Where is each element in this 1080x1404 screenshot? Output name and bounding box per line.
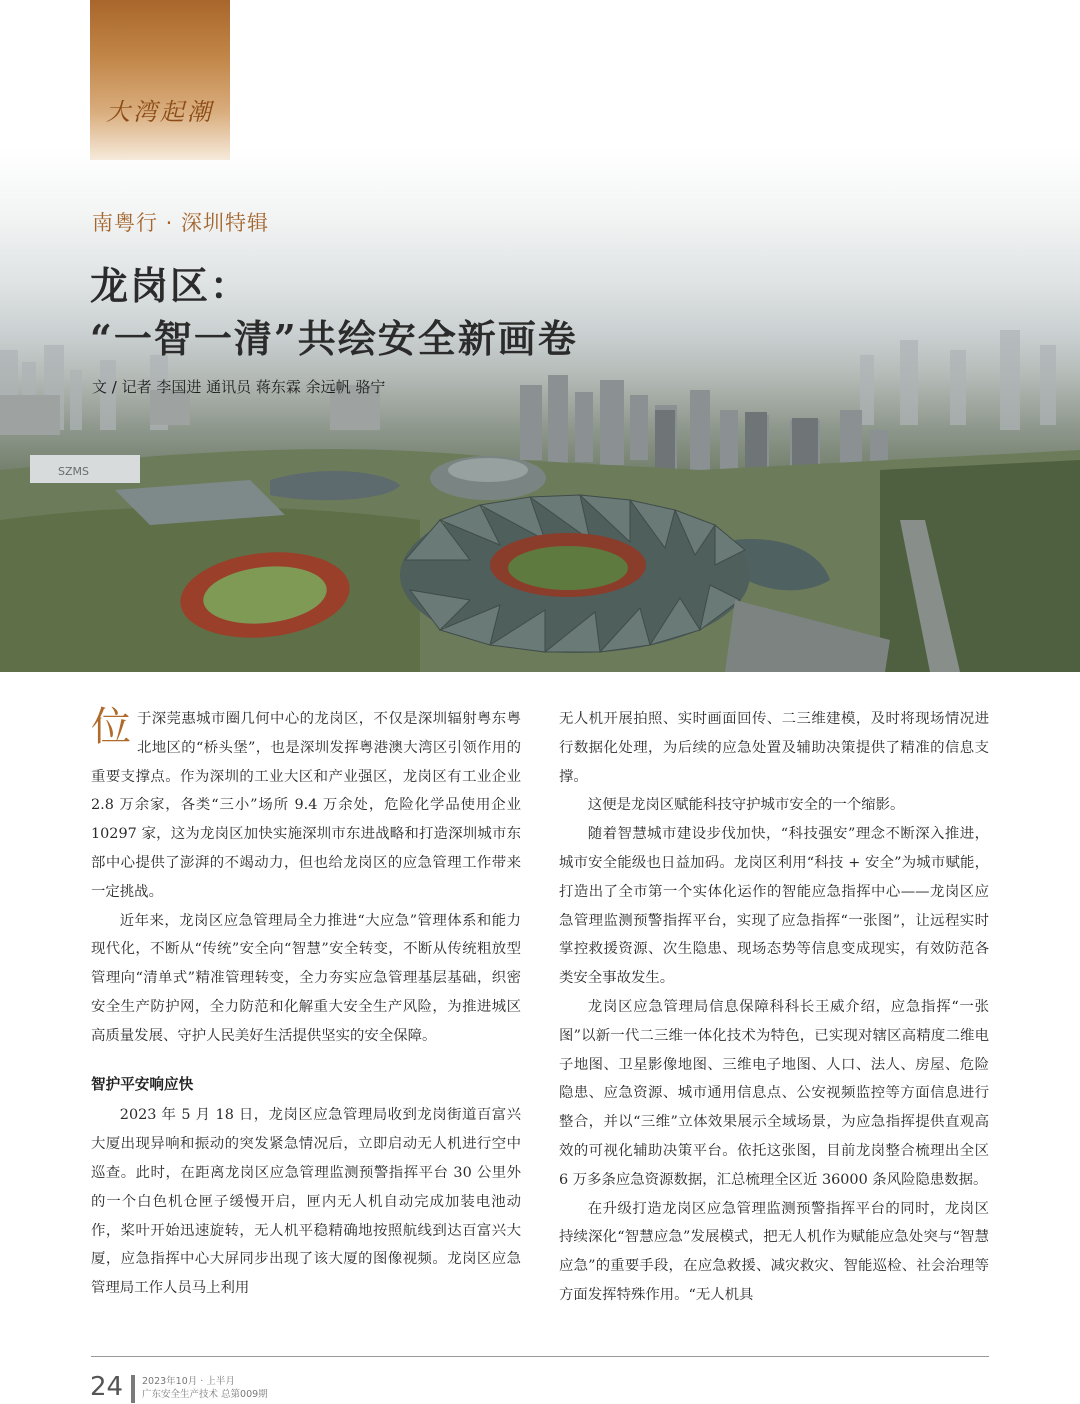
paragraph-2: 近年来，龙岗区应急管理局全力推进“大应急”管理体系和能力现代化，不断从“传统”安全向“智慧”安全转变，不断从传统粗放型管理向“清单式”精准管理转变，全力夯实应急管理基层基础，织密安全生产防护网，全力防范和化解重大安全生产风险，为推进城区高质量发展、守护人民美好生活提供坚实的安全保障。 [91, 912, 521, 1044]
right-column [559, 705, 989, 1310]
section-tab-label: 大湾起潮 [106, 98, 214, 126]
paragraph-r4: 龙岗区应急管理局信息保障科科长王威介绍，应急指挥“一张图”以新一代二三维一体化技术为特色，已实现对辖区高精度二维电子地图、卫星影像地图、三维电子地图、人口、法人、房屋、危险隐患、应急资源、城市通用信息点、公安视频监控等方面信息进行整合，并以“三维”立体效果展示全域场景，为应急指挥提供直观高效的可视化辅助决策平台。依托这张图，目前龙岗整合梳理出全区 6 万多条应急资源数据，汇总梳理全区近 36000 条风险隐患数据。 [559, 998, 989, 1188]
paragraph-3: 2023 年 5 月 18 日，龙岗区应急管理局收到龙岗街道百富兴大厦出现异响和振动的突发紧急情况后，立即启动无人机进行空中巡查。此时，在距离龙岗区应急管理监测预警指挥平台 30 公里外的一个白色机仓匣子缓慢开启，匣内无人机自动完成加装电池动作，桨叶开始迅速旋转，无人机平稳精确地按照航线到达百富兴大厦，应急指挥中心大屏同步出现了该大厦的图像视频。龙岗区应急管理局工作人员马上利用 [91, 1107, 521, 1297]
paragraph-1-text: 于深莞惠城市圈几何中心的龙岗区，不仅是深圳辐射粤东粤北地区的“桥头堡”，也是深圳发挥粤港澳大湾区引领作用的重要支撑点。作为深圳的工业大区和产业强区，龙岗区有工业企业 2.8 万余家，各类“三小”场所 9.4 万余处，危险化学品使用企业 10297 家，这为龙岗区加快实施深圳市东进战略和打造深圳城市东部中心提供了澎湃的不竭动力，但也给龙岗区的应急管理工作带来一定挑战。 [91, 711, 521, 900]
page-number: 24 [90, 1372, 124, 1402]
title-line-1: 龙岗区： [90, 263, 251, 308]
title-line-2: “一智一清”共绘安全新画卷 [90, 316, 578, 361]
footer-meta [142, 1375, 268, 1401]
drop-cap: 位 [91, 704, 131, 750]
paragraph-r2: 这便是龙岗区赋能科技守护城市安全的一个缩影。 [587, 797, 905, 814]
paragraph-r3: 随着智慧城市建设步伐加快，“科技强安”理念不断深入推进，城市安全能级也日益加码。龙岗区利用“科技 + 安全”为城市赋能，打造出了全市第一个实体化运作的智能应急指挥中心——龙岗区应急管理监测预警指挥平台，实现了应急指挥“一张图”，让远程实时掌控救援资源、次生隐患、现场态势等信息变成现实，有效防范各类安全事故发生。 [559, 826, 989, 987]
section-tab [90, 0, 230, 160]
footer-journal: 广东安全生产技术 总第009期 [142, 1389, 268, 1400]
paragraph-r5: 在升级打造龙岗区应急管理监测预警指挥平台的同时，龙岗区持续深化“智慧应急”发展模式，把无人机作为赋能应急处突与“智慧应急”的重要手段，在应急救援、减灾救灾、智能巡检、社会治理等方面发挥特殊作用。“无人机具 [559, 1200, 989, 1303]
paragraph-r1: 无人机开展拍照、实时画面回传、二三维建模，及时将现场情况进行数据化处理，为后续的应急处置及辅助决策提供了精准的信息支撑。 [559, 711, 989, 785]
hero-photo [0, 0, 1080, 672]
subheading: 智护平安响应快 [91, 1075, 194, 1093]
footer-divider [91, 1356, 989, 1357]
paragraph-1 [91, 705, 521, 907]
footer-issue: 2023年10月 · 上半月 [142, 1376, 235, 1387]
kicker: 南粤行 · 深圳特辑 [92, 211, 270, 235]
byline: 文 / 记者 李国进 通讯员 蒋东霖 余远帆 骆宁 [92, 378, 386, 396]
footer-bar [131, 1375, 135, 1403]
left-column [91, 705, 521, 1303]
photo-sign-text: SZMS [58, 465, 89, 478]
